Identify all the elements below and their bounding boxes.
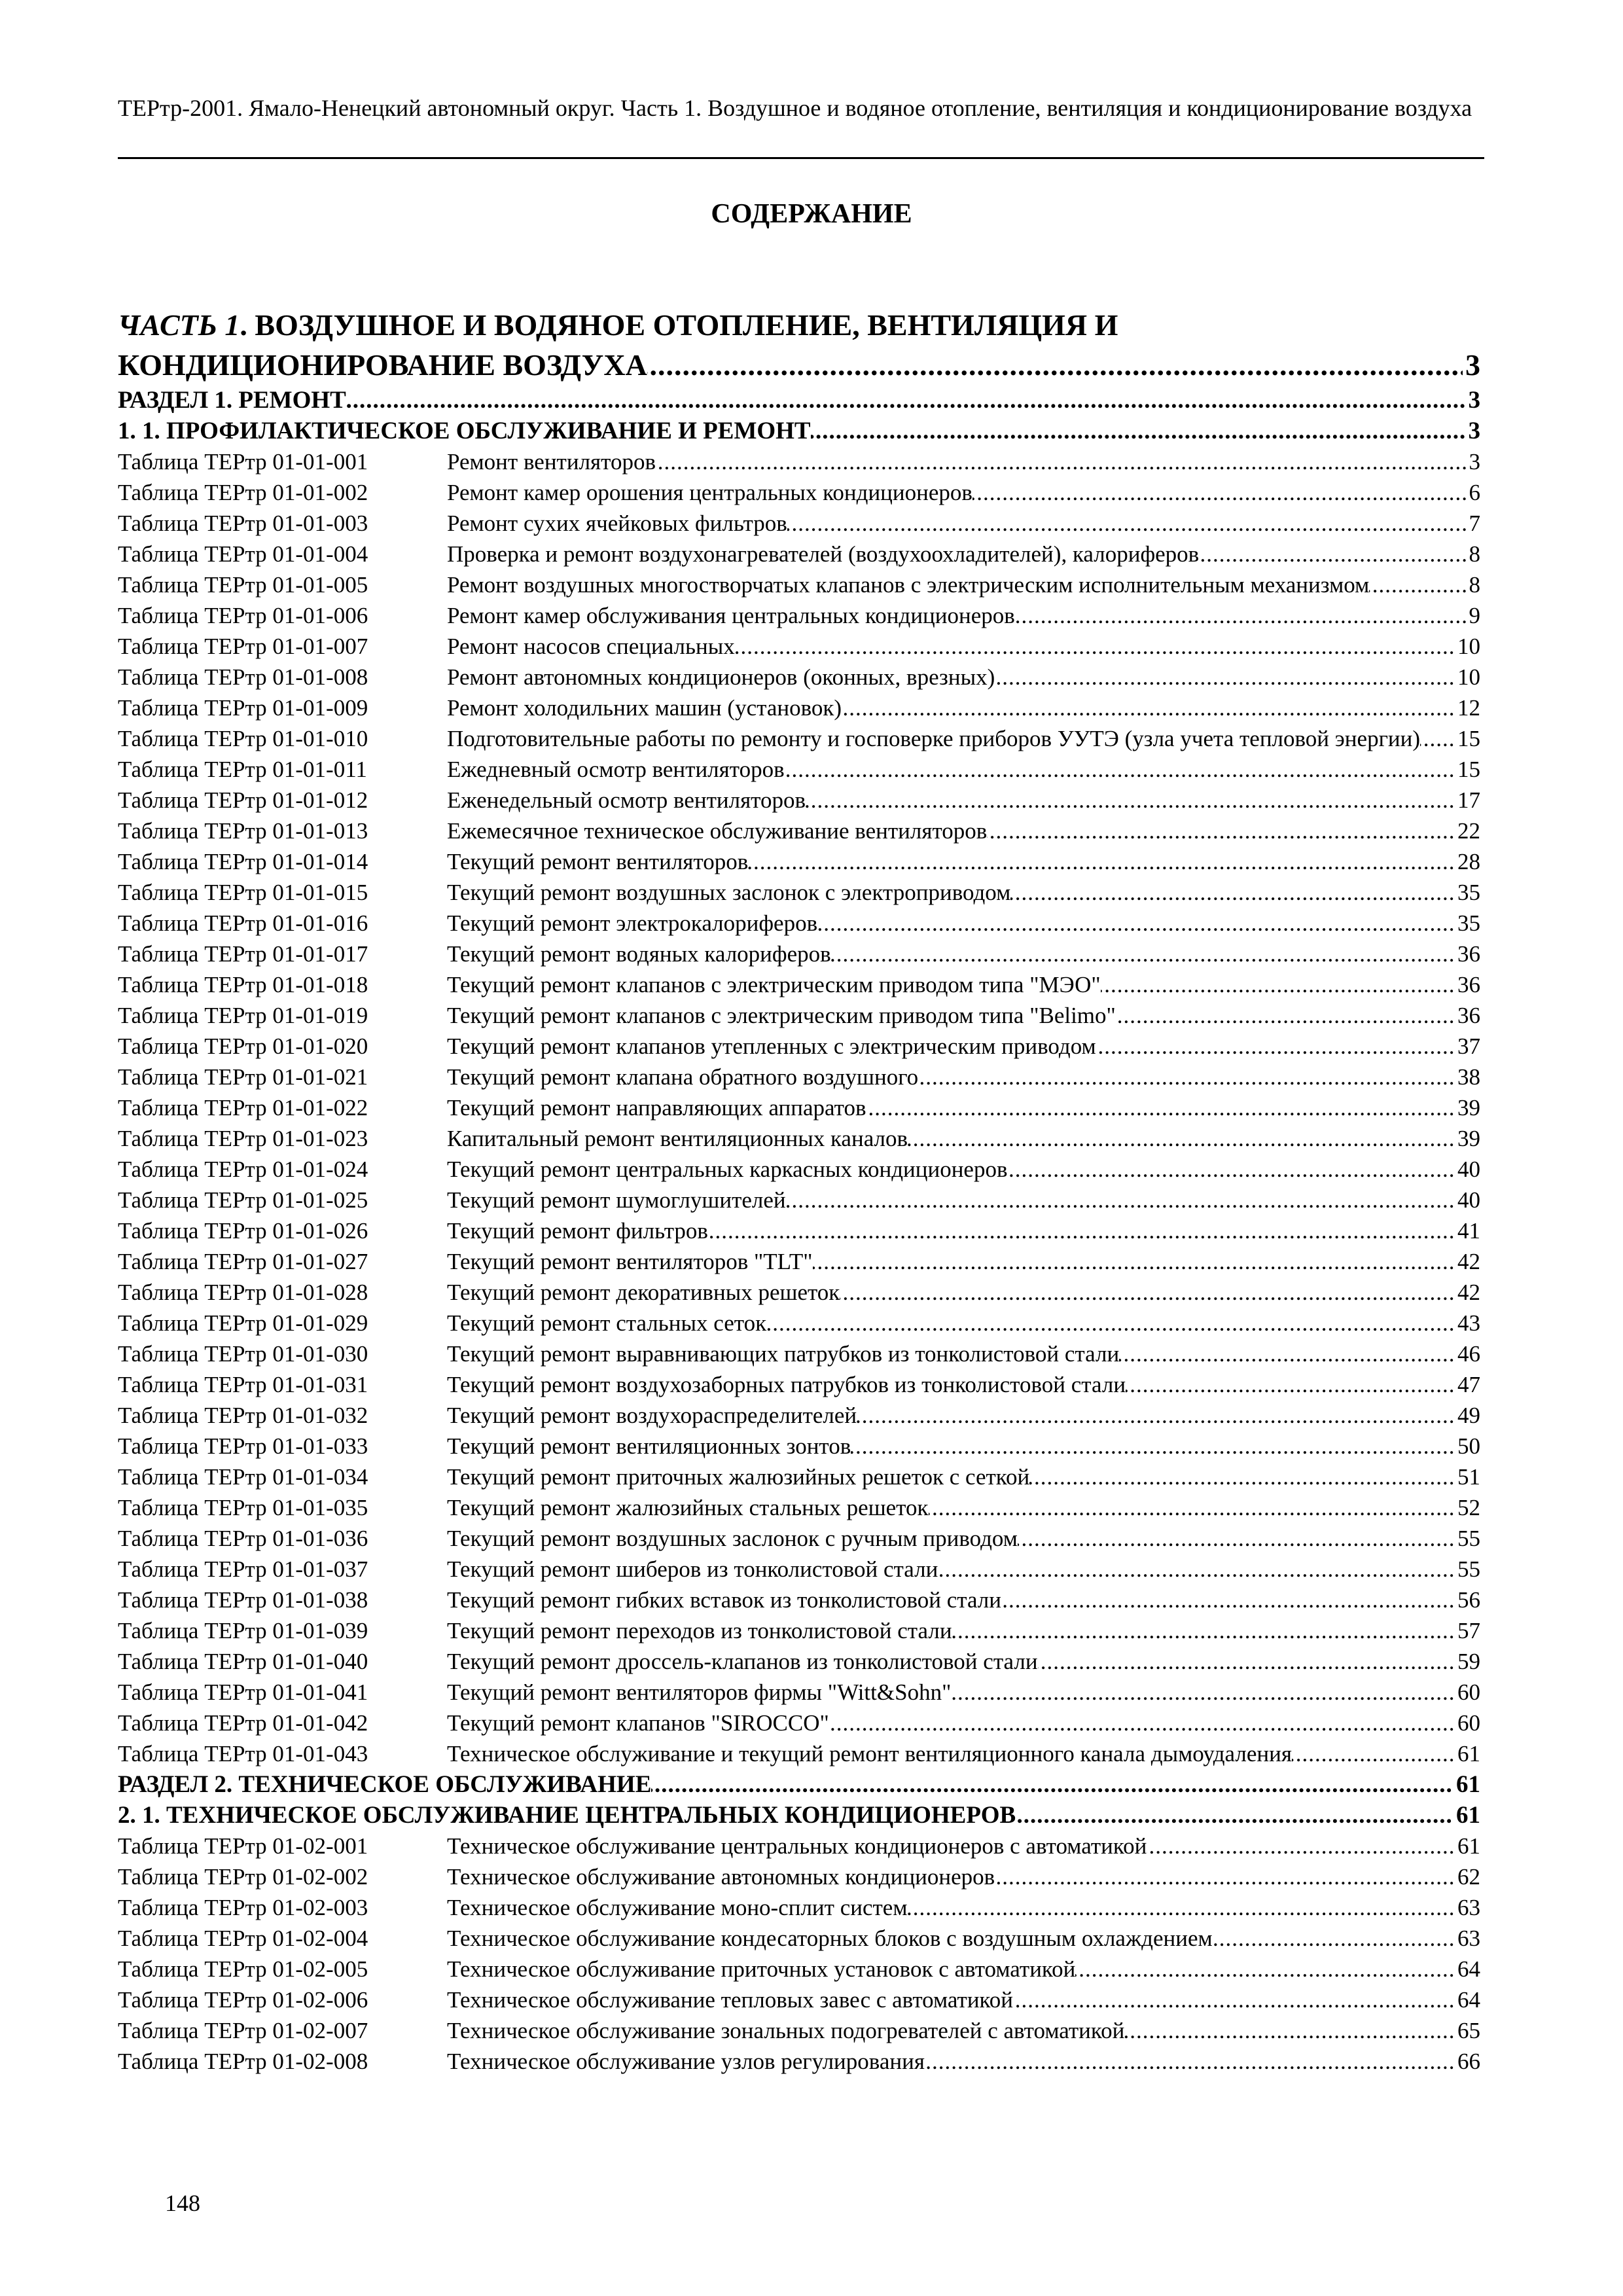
- entry-title: Текущий ремонт вентиляторов фирмы "Witt&Sohn": [447, 1679, 952, 1705]
- table-code: Таблица ТЕРтр 01-01-035: [118, 1495, 368, 1520]
- table-code: Таблица ТЕРтр 01-01-021: [118, 1064, 368, 1090]
- table-code: Таблица ТЕРтр 01-01-018: [118, 972, 368, 997]
- entry-description: [447, 1185, 1480, 1215]
- entry-description: [447, 1369, 1480, 1400]
- toc-entry[interactable]: [118, 1892, 1480, 1923]
- table-code: Таблица ТЕРтр 01-01-022: [118, 1095, 368, 1121]
- entry-description: [447, 1523, 1480, 1554]
- entry-title: Текущий ремонт вентиляционных зонтов: [447, 1433, 851, 1459]
- toc-entry[interactable]: [118, 446, 1480, 477]
- entry-title: Проверка и ремонт воздухонагревателей (воздухоохладителей), калориферов: [447, 541, 1200, 567]
- entry-title: Текущий ремонт дроссель-клапанов из тонколистовой стали: [447, 1649, 1038, 1674]
- entry-title: Капитальный ремонт вентиляционных каналов: [447, 1126, 908, 1151]
- entry-title: Ремонт камер обслуживания центральных кондиционеров: [447, 603, 1015, 628]
- page-ref: 56: [1455, 1585, 1480, 1615]
- toc-section-heading[interactable]: [118, 385, 1480, 416]
- page-ref: 55: [1455, 1554, 1480, 1585]
- toc-entry[interactable]: [118, 1954, 1480, 1984]
- table-code: Таблица ТЕРтр 01-01-038: [118, 1587, 368, 1613]
- entry-description: [447, 1154, 1480, 1185]
- table-code: Таблица ТЕРтр 01-01-014: [118, 849, 368, 874]
- table-code: Таблица ТЕРтр 01-01-009: [118, 695, 368, 721]
- entry-title: Ремонт насосов специальных: [447, 634, 735, 659]
- toc-entry[interactable]: [118, 1523, 1480, 1554]
- entry-title: Текущий ремонт клапанов с электрическим приводом типа "МЭО": [447, 972, 1101, 997]
- table-code: Таблица ТЕРтр 01-01-012: [118, 787, 368, 813]
- page-ref: 60: [1455, 1677, 1480, 1708]
- page-ref: 36: [1455, 1000, 1480, 1031]
- page-ref: 40: [1455, 1185, 1480, 1215]
- table-code: Таблица ТЕРтр 01-01-036: [118, 1526, 368, 1551]
- entry-description: [447, 1892, 1480, 1923]
- toc-entry[interactable]: [118, 1431, 1480, 1462]
- entry-title: Текущий ремонт приточных жалюзийных решеток с сеткой: [447, 1464, 1030, 1490]
- toc-entry[interactable]: [118, 1369, 1480, 1400]
- page-ref: 60: [1455, 1708, 1480, 1738]
- entry-description: [447, 1431, 1480, 1462]
- entry-title: Текущий ремонт шумоглушителей: [447, 1187, 786, 1213]
- table-code: Таблица ТЕРтр 01-01-023: [118, 1126, 368, 1151]
- toc-entry[interactable]: [118, 631, 1480, 662]
- table-code: Таблица ТЕРтр 01-01-029: [118, 1310, 368, 1336]
- entry-description: [447, 1738, 1480, 1769]
- page-ref: 65: [1455, 2015, 1480, 2046]
- toc-entry[interactable]: [118, 1646, 1480, 1677]
- page-ref: 46: [1455, 1338, 1480, 1369]
- table-code: Таблица ТЕРтр 01-02-002: [118, 1864, 368, 1890]
- toc-entry[interactable]: [118, 2046, 1480, 2077]
- toc-entry[interactable]: [118, 908, 1480, 939]
- table-code: Таблица ТЕРтр 01-01-041: [118, 1679, 368, 1705]
- page-ref: 15: [1455, 723, 1480, 754]
- toc-entry[interactable]: [118, 569, 1480, 600]
- entry-title: Ежедневный осмотр вентиляторов: [447, 757, 785, 782]
- entry-title: Текущий ремонт декоративных решеток: [447, 1280, 840, 1305]
- table-code: Таблица ТЕРтр 01-02-003: [118, 1895, 368, 1920]
- entry-title: Техническое обслуживание приточных установок с автоматикой: [447, 1956, 1076, 1982]
- page-ref: 15: [1455, 754, 1480, 785]
- entry-description: [447, 1492, 1480, 1523]
- entry-description: [447, 1215, 1480, 1246]
- page-ref: 64: [1455, 1954, 1480, 1984]
- entry-description: [447, 1831, 1480, 1861]
- entry-title: Текущий ремонт клапана обратного воздушного: [447, 1064, 919, 1090]
- table-code: Таблица ТЕРтр 01-01-025: [118, 1187, 368, 1213]
- entry-title: Текущий ремонт фильтров: [447, 1218, 708, 1244]
- toc-entry[interactable]: [118, 1338, 1480, 1369]
- entry-description: [447, 1031, 1480, 1062]
- entry-description: [447, 1554, 1480, 1585]
- entry-description: [447, 754, 1480, 785]
- toc-entry[interactable]: [118, 508, 1480, 539]
- entry-description: [447, 939, 1480, 969]
- page-ref: 6: [1467, 477, 1481, 508]
- toc-entry[interactable]: [118, 1708, 1480, 1738]
- toc-section-heading[interactable]: [118, 1769, 1480, 1800]
- page-ref: 10: [1455, 631, 1480, 662]
- entry-title: Ремонт автономных кондиционеров (оконных, врезных): [447, 664, 995, 690]
- running-header: ТЕРтр-2001. Ямало-Ненецкий автономный округ. Часть 1. Воздушное и водяное отопление, вентиляция и кондиционирование воздуха: [118, 95, 1472, 121]
- entry-description: [447, 1246, 1480, 1277]
- page-ref: 57: [1455, 1615, 1480, 1646]
- section-title: 1. 1. ПРОФИЛАКТИЧЕСКОЕ ОБСЛУЖИВАНИЕ И РЕМОНТ: [118, 418, 811, 444]
- page-ref: 3: [1467, 446, 1481, 477]
- page-ref: 42: [1455, 1246, 1480, 1277]
- entry-title: Текущий ремонт клапанов "SIROCCO": [447, 1710, 829, 1736]
- entry-description: [447, 877, 1480, 908]
- table-code: Таблица ТЕРтр 01-01-016: [118, 910, 368, 936]
- entry-description: [447, 1677, 1480, 1708]
- table-code: Таблица ТЕРтр 01-01-020: [118, 1033, 368, 1059]
- toc-entry[interactable]: [118, 1185, 1480, 1215]
- header-rule: [118, 157, 1484, 159]
- entry-title: Техническое обслуживание центральных кондиционеров с автоматикой: [447, 1833, 1147, 1859]
- table-code: Таблица ТЕРтр 01-01-026: [118, 1218, 368, 1244]
- entry-title: Текущий ремонт воздухораспределителей: [447, 1403, 857, 1428]
- page-ref: 8: [1467, 569, 1481, 600]
- table-code: Таблица ТЕРтр 01-02-005: [118, 1956, 368, 1982]
- page-ref: 35: [1455, 877, 1480, 908]
- toc-part-heading[interactable]: [118, 305, 1480, 385]
- toc-entry[interactable]: [118, 723, 1480, 754]
- entry-title: Техническое обслуживание кондесаторных блоков с воздушным охлаждением: [447, 1926, 1213, 1951]
- entry-title: Текущий ремонт клапанов утепленных с электрическим приводом: [447, 1033, 1096, 1059]
- page-ref: 10: [1455, 662, 1480, 692]
- entry-title: Текущий ремонт электрокалориферов: [447, 910, 818, 936]
- entry-title: Текущий ремонт воздушных заслонок с ручным приводом: [447, 1526, 1018, 1551]
- entry-description: [447, 446, 1480, 477]
- section-title: РАЗДЕЛ 1. РЕМОНТ: [118, 387, 346, 414]
- page-ref: 61: [1454, 1769, 1480, 1800]
- entry-title: Текущий ремонт шиберов из тонколистовой стали: [447, 1556, 938, 1582]
- table-code: Таблица ТЕРтр 01-02-007: [118, 2018, 368, 2043]
- page-ref: 36: [1455, 939, 1480, 969]
- entry-title: Техническое обслуживание автономных кондиционеров: [447, 1864, 995, 1890]
- entry-description: [447, 1984, 1480, 2015]
- toc-entry[interactable]: [118, 1984, 1480, 2015]
- entry-description: [447, 1338, 1480, 1369]
- table-code: Таблица ТЕРтр 01-01-024: [118, 1157, 368, 1182]
- table-code: Таблица ТЕРтр 01-02-008: [118, 2049, 368, 2074]
- entry-title: Ремонт воздушных многостворчатых клапанов с электрическим исполнительным механизмом: [447, 572, 1370, 598]
- entry-title: Техническое обслуживание узлов регулирования: [447, 2049, 925, 2074]
- table-code: Таблица ТЕРтр 01-01-031: [118, 1372, 368, 1397]
- section-title: РАЗДЕЛ 2. ТЕХНИЧЕСКОЕ ОБСЛУЖИВАНИЕ: [118, 1771, 652, 1798]
- page-number: 148: [165, 2190, 200, 2216]
- page-ref: 3: [1463, 345, 1480, 385]
- toc-entry[interactable]: [118, 1400, 1480, 1431]
- toc-entry[interactable]: [118, 1246, 1480, 1277]
- entry-title: Текущий ремонт стальных сеток: [447, 1310, 767, 1336]
- entry-description: [447, 1861, 1480, 1892]
- page-ref: 12: [1455, 692, 1480, 723]
- entry-description: [447, 631, 1480, 662]
- table-code: Таблица ТЕРтр 01-01-032: [118, 1403, 368, 1428]
- toc-entry[interactable]: [118, 1277, 1480, 1308]
- page-ref: 3: [1466, 416, 1481, 446]
- page-ref: 39: [1455, 1123, 1480, 1154]
- page-ref: 8: [1467, 539, 1481, 569]
- toc-entry[interactable]: [118, 785, 1480, 816]
- part-prefix: ЧАСТЬ 1: [118, 308, 240, 342]
- toc-entry[interactable]: [118, 539, 1480, 569]
- page-ref: 63: [1455, 1923, 1480, 1954]
- page-ref: 3: [1466, 385, 1481, 416]
- page-ref: 47: [1455, 1369, 1480, 1400]
- page-ref: 38: [1455, 1062, 1480, 1092]
- entry-description: [447, 1123, 1480, 1154]
- page-ref: 17: [1455, 785, 1480, 816]
- page-ref: 61: [1455, 1738, 1480, 1769]
- entry-title: Текущий ремонт направляющих аппаратов: [447, 1095, 866, 1121]
- toc-entry[interactable]: [118, 939, 1480, 969]
- page-ref: 39: [1455, 1092, 1480, 1123]
- toc-entry[interactable]: [118, 1923, 1480, 1954]
- toc-entry[interactable]: [118, 1462, 1480, 1492]
- table-code: Таблица ТЕРтр 01-01-042: [118, 1710, 368, 1736]
- page-ref: 66: [1455, 2046, 1480, 2077]
- table-code: Таблица ТЕРтр 01-01-013: [118, 818, 368, 844]
- entry-description: [447, 846, 1480, 877]
- entry-description: [447, 1462, 1480, 1492]
- entry-description: [447, 539, 1480, 569]
- table-code: Таблица ТЕРтр 01-01-005: [118, 572, 368, 598]
- toc-entry[interactable]: [118, 846, 1480, 877]
- table-code: Таблица ТЕРтр 01-01-027: [118, 1249, 368, 1274]
- table-code: Таблица ТЕРтр 01-01-010: [118, 726, 368, 751]
- page-ref: 40: [1455, 1154, 1480, 1185]
- entry-description: [447, 1954, 1480, 1984]
- toc-entry[interactable]: [118, 692, 1480, 723]
- toc-entry[interactable]: [118, 1308, 1480, 1338]
- table-code: Таблица ТЕРтр 01-01-028: [118, 1280, 368, 1305]
- table-code: Таблица ТЕРтр 01-01-019: [118, 1003, 368, 1028]
- part-title: . ВОЗДУШНОЕ И ВОДЯНОЕ ОТОПЛЕНИЕ, ВЕНТИЛЯЦИЯ И КОНДИЦИОНИРОВАНИЕ ВОЗДУХА: [118, 308, 1118, 382]
- entry-description: [447, 1400, 1480, 1431]
- table-code: Таблица ТЕРтр 01-01-033: [118, 1433, 368, 1459]
- page-ref: 62: [1455, 1861, 1480, 1892]
- toc-entry[interactable]: [118, 1615, 1480, 1646]
- table-code: Таблица ТЕРтр 01-02-006: [118, 1987, 368, 2013]
- entry-description: [447, 1923, 1480, 1954]
- table-code: Таблица ТЕРтр 01-01-006: [118, 603, 368, 628]
- toc-entry[interactable]: [118, 1738, 1480, 1769]
- entry-title: Ежемесячное техническое обслуживание вентиляторов: [447, 818, 988, 844]
- page-ref: 22: [1455, 816, 1480, 846]
- toc-entry[interactable]: [118, 816, 1480, 846]
- entry-description: [447, 1092, 1480, 1123]
- page-ref: 61: [1454, 1800, 1480, 1831]
- entry-description: [447, 1000, 1480, 1031]
- table-code: Таблица ТЕРтр 01-01-008: [118, 664, 368, 690]
- entry-title: Текущий ремонт клапанов с электрическим приводом типа "Belimo": [447, 1003, 1116, 1028]
- entry-title: Текущий ремонт водяных калориферов: [447, 941, 831, 967]
- toc-entry[interactable]: [118, 2015, 1480, 2046]
- page-ref: 49: [1455, 1400, 1480, 1431]
- page-ref: 64: [1455, 1984, 1480, 2015]
- toc-entry[interactable]: [118, 1492, 1480, 1523]
- entry-description: [447, 785, 1480, 816]
- entry-title: Текущий ремонт выравнивающих патрубков из тонколистовой стали: [447, 1341, 1120, 1367]
- toc-entry[interactable]: [118, 1585, 1480, 1615]
- table-code: Таблица ТЕРтр 01-01-003: [118, 511, 368, 536]
- page-ref: 35: [1455, 908, 1480, 939]
- entry-description: [447, 816, 1480, 846]
- entry-title: Ремонт холодильних машин (установок): [447, 695, 842, 721]
- toc-section-heading[interactable]: [118, 416, 1480, 446]
- toc-entry[interactable]: [118, 1861, 1480, 1892]
- toc-entry[interactable]: [118, 1554, 1480, 1585]
- page-ref: 41: [1455, 1215, 1480, 1246]
- toc-entry[interactable]: [118, 877, 1480, 908]
- toc-entry[interactable]: [118, 1123, 1480, 1154]
- toc-entry[interactable]: [118, 1677, 1480, 1708]
- entry-title: Текущий ремонт переходов из тонколистовой стали: [447, 1618, 952, 1643]
- toc-entry[interactable]: [118, 600, 1480, 631]
- table-code: Таблица ТЕРтр 01-01-007: [118, 634, 368, 659]
- page-ref: 63: [1455, 1892, 1480, 1923]
- entry-description: [447, 508, 1480, 539]
- toc-entry[interactable]: [118, 1831, 1480, 1861]
- page-ref: 43: [1455, 1308, 1480, 1338]
- table-code: Таблица ТЕРтр 01-01-039: [118, 1618, 368, 1643]
- page-title: СОДЕРЖАНИЕ: [711, 199, 912, 229]
- entry-description: [447, 692, 1480, 723]
- entry-description: [447, 723, 1480, 754]
- entry-title: Еженедельный осмотр вентиляторов: [447, 787, 806, 813]
- entry-title: Текущий ремонт вентиляторов: [447, 849, 749, 874]
- toc-entry[interactable]: [118, 1092, 1480, 1123]
- table-code: Таблица ТЕРтр 01-01-004: [118, 541, 368, 567]
- entry-description: [447, 1062, 1480, 1092]
- table-code: Таблица ТЕРтр 01-01-001: [118, 449, 368, 475]
- entry-title: Техническое обслуживание зональных подогревателей с автоматикой: [447, 2018, 1125, 2043]
- section-title: 2. 1. ТЕХНИЧЕСКОЕ ОБСЛУЖИВАНИЕ ЦЕНТРАЛЬНЫХ КОНДИЦИОНЕРОВ: [118, 1802, 1016, 1829]
- entry-description: [447, 2046, 1480, 2077]
- entry-description: [447, 477, 1480, 508]
- entry-description: [447, 569, 1480, 600]
- entry-title: Текущий ремонт воздушных заслонок с электроприводом: [447, 880, 1011, 905]
- entry-description: [447, 662, 1480, 692]
- table-code: Таблица ТЕРтр 01-01-015: [118, 880, 368, 905]
- page-ref: 9: [1467, 600, 1481, 631]
- entry-description: [447, 1646, 1480, 1677]
- page-ref: 61: [1455, 1831, 1480, 1861]
- entry-title: Техническое обслуживание моно-сплит систем: [447, 1895, 908, 1920]
- entry-title: Техническое обслуживание и текущий ремонт вентиляционного канала дымоудаления: [447, 1741, 1292, 1767]
- table-code: Таблица ТЕРтр 01-01-043: [118, 1741, 368, 1767]
- toc-entry[interactable]: [118, 662, 1480, 692]
- table-of-contents: [118, 305, 1480, 2077]
- entry-title: Текущий ремонт вентиляторов "TLT": [447, 1249, 813, 1274]
- table-code: Таблица ТЕРтр 01-01-037: [118, 1556, 368, 1582]
- table-code: Таблица ТЕРтр 01-01-034: [118, 1464, 368, 1490]
- entry-title: Подготовительные работы по ремонту и госповерке приборов УУТЭ (узла учета тепловой энергии): [447, 726, 1421, 751]
- table-code: Таблица ТЕРтр 01-01-002: [118, 480, 368, 505]
- toc-entry[interactable]: [118, 1215, 1480, 1246]
- toc-entry[interactable]: [118, 1154, 1480, 1185]
- table-code: Таблица ТЕРтр 01-01-040: [118, 1649, 368, 1674]
- entry-title: Ремонт сухих ячейковых фильтров: [447, 511, 787, 536]
- page-ref: 51: [1455, 1462, 1480, 1492]
- page-ref: 37: [1455, 1031, 1480, 1062]
- toc-entry[interactable]: [118, 1000, 1480, 1031]
- page-ref: 7: [1467, 508, 1481, 539]
- table-code: Таблица ТЕРтр 01-01-030: [118, 1341, 368, 1367]
- toc-section-heading[interactable]: [118, 1800, 1480, 1831]
- entry-title: Текущий ремонт жалюзийных стальных решеток: [447, 1495, 929, 1520]
- entry-title: Ремонт камер орошения центральных кондиционеров: [447, 480, 972, 505]
- entry-title: Техническое обслуживание тепловых завес с автоматикой: [447, 1987, 1014, 2013]
- table-code: Таблица ТЕРтр 01-01-011: [118, 757, 367, 782]
- entry-description: [447, 2015, 1480, 2046]
- table-code: Таблица ТЕРтр 01-01-017: [118, 941, 368, 967]
- entry-description: [447, 1615, 1480, 1646]
- entry-description: [447, 600, 1480, 631]
- page-ref: 55: [1455, 1523, 1480, 1554]
- table-code: Таблица ТЕРтр 01-02-004: [118, 1926, 368, 1951]
- page-ref: 59: [1455, 1646, 1480, 1677]
- entry-description: [447, 908, 1480, 939]
- entry-title: Текущий ремонт центральных каркасных кондиционеров: [447, 1157, 1008, 1182]
- page-ref: 42: [1455, 1277, 1480, 1308]
- entry-description: [447, 1708, 1480, 1738]
- toc-entry[interactable]: [118, 1031, 1480, 1062]
- entry-description: [447, 1585, 1480, 1615]
- entry-title: Ремонт вентиляторов: [447, 449, 656, 475]
- toc-entry[interactable]: [118, 477, 1480, 508]
- toc-entries: [118, 385, 1480, 2077]
- entry-description: [447, 969, 1480, 1000]
- toc-entry[interactable]: [118, 754, 1480, 785]
- page-ref: 28: [1455, 846, 1480, 877]
- toc-entry[interactable]: [118, 969, 1480, 1000]
- entry-title: Текущий ремонт воздухозаборных патрубков из тонколистовой стали: [447, 1372, 1126, 1397]
- table-code: Таблица ТЕРтр 01-02-001: [118, 1833, 368, 1859]
- page-ref: 50: [1455, 1431, 1480, 1462]
- page-ref: 36: [1455, 969, 1480, 1000]
- toc-entry[interactable]: [118, 1062, 1480, 1092]
- entry-description: [447, 1308, 1480, 1338]
- page-ref: 52: [1455, 1492, 1480, 1523]
- entry-description: [447, 1277, 1480, 1308]
- entry-title: Текущий ремонт гибких вставок из тонколистовой стали: [447, 1587, 1002, 1613]
